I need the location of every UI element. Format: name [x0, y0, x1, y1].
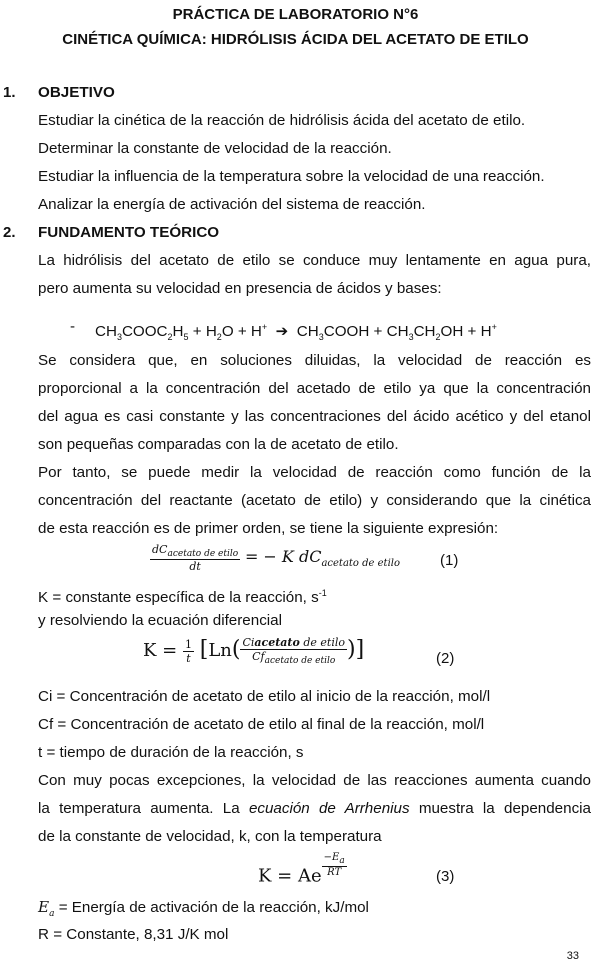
- definition-line: $E_a$ = Energía de activación de la reacción, kJ/mol: [38, 898, 369, 920]
- arrhenius-emphasis: ecuación de Arrhenius: [248, 800, 410, 817]
- arrow-icon: ➔: [275, 323, 289, 341]
- paragraph-line: la temperatura aumenta. La ecuación de Arrhenius muestra la dependencia: [38, 800, 591, 817]
- page-number: 33: [566, 950, 579, 962]
- equation-number: (3): [436, 868, 455, 885]
- reaction-dash: -: [70, 318, 76, 335]
- paragraph-line: Con muy pocas excepciones, la velocidad de las reacciones aumenta cuando: [38, 772, 591, 789]
- document-subtitle: CINÉTICA QUÍMICA: HIDRÓLISIS ÁCIDA DEL ACETATO DE ETILO: [62, 31, 529, 48]
- document-title: PRÁCTICA DE LABORATORIO N°6: [172, 6, 419, 23]
- objective-item: Estudiar la cinética de la reacción de hidrólisis ácida del acetato de etilo.: [38, 112, 526, 129]
- definition-line: Ci = Concentración de acetato de etilo al inicio de la reacción, mol/l: [38, 688, 491, 705]
- paragraph-line: y resolviendo la ecuación diferencial: [38, 612, 282, 629]
- paragraph-line: Por tanto, se puede medir la velocidad de reacción como función de la: [38, 464, 591, 481]
- paragraph-line: La hidrólisis del acetato de etilo se conduce muy lentamente en agua pura,: [38, 252, 591, 269]
- paragraph-line: del agua es casi constante y las concentraciones del ácido acético y del etanol: [38, 408, 591, 425]
- equation-number: (2): [436, 650, 455, 667]
- definition-line: R = Constante, 8,31 J/K mol: [38, 926, 229, 943]
- equation-3: K = Ae $\frac{-E_a}{RT}$: [258, 852, 345, 887]
- definition-line: Cf = Concentración de acetato de etilo al final de la reacción, mol/l: [38, 716, 485, 733]
- paragraph-line: de esta reacción es de primer orden, se tiene la siguiente expresión:: [38, 520, 499, 537]
- paragraph-line: son pequeñas comparadas con la de acetato de etilo.: [38, 436, 399, 453]
- section-heading: OBJETIVO: [38, 84, 115, 101]
- definition-line: K = constante específica de la reacción, $s^{-1}$: [38, 588, 327, 607]
- equation-2: K = $\frac{1}{t}$ [Ln( $\frac{\text{Ciacetato de etilo}}{Cf_{acetato de etilo}}$ )]: [143, 636, 365, 667]
- section-number: 1.: [3, 84, 16, 101]
- section-number: 2.: [3, 224, 16, 241]
- equation-1: $\frac{dC_{acetato de etilo}}{dt}$ = − K $dC_{acetato de etilo}$: [152, 543, 400, 574]
- objective-item: Analizar la energía de activación del sistema de reacción.: [38, 196, 426, 213]
- objective-item: Estudiar la influencia de la temperatura sobre la velocidad de una reacción.: [38, 168, 545, 185]
- paragraph-line: de la constante de velocidad, k, con la temperatura: [38, 828, 382, 845]
- chemical-reaction: $CH_3COOC_2H_5 + H_2O + H^+$ ➔ $CH_3COOH + CH_3CH_2OH + H^+$: [95, 322, 497, 343]
- definition-line: t = tiempo de duración de la reacción, s: [38, 744, 304, 761]
- paragraph-line: proporcional a la concentración del acetado de etilo ya que la concentración: [38, 380, 591, 397]
- section-heading: FUNDAMENTO TEÓRICO: [38, 224, 220, 241]
- objective-item: Determinar la constante de velocidad de la reacción.: [38, 140, 392, 157]
- equation-number: (1): [440, 552, 459, 569]
- paragraph-line: concentración del reactante (acetato de etilo) y considerando que la cinética: [38, 492, 591, 509]
- paragraph-line: pero aumenta su velocidad en presencia de ácidos y bases:: [38, 280, 442, 297]
- paragraph-line: Se considera que, en soluciones diluidas, la velocidad de reacción es: [38, 352, 591, 369]
